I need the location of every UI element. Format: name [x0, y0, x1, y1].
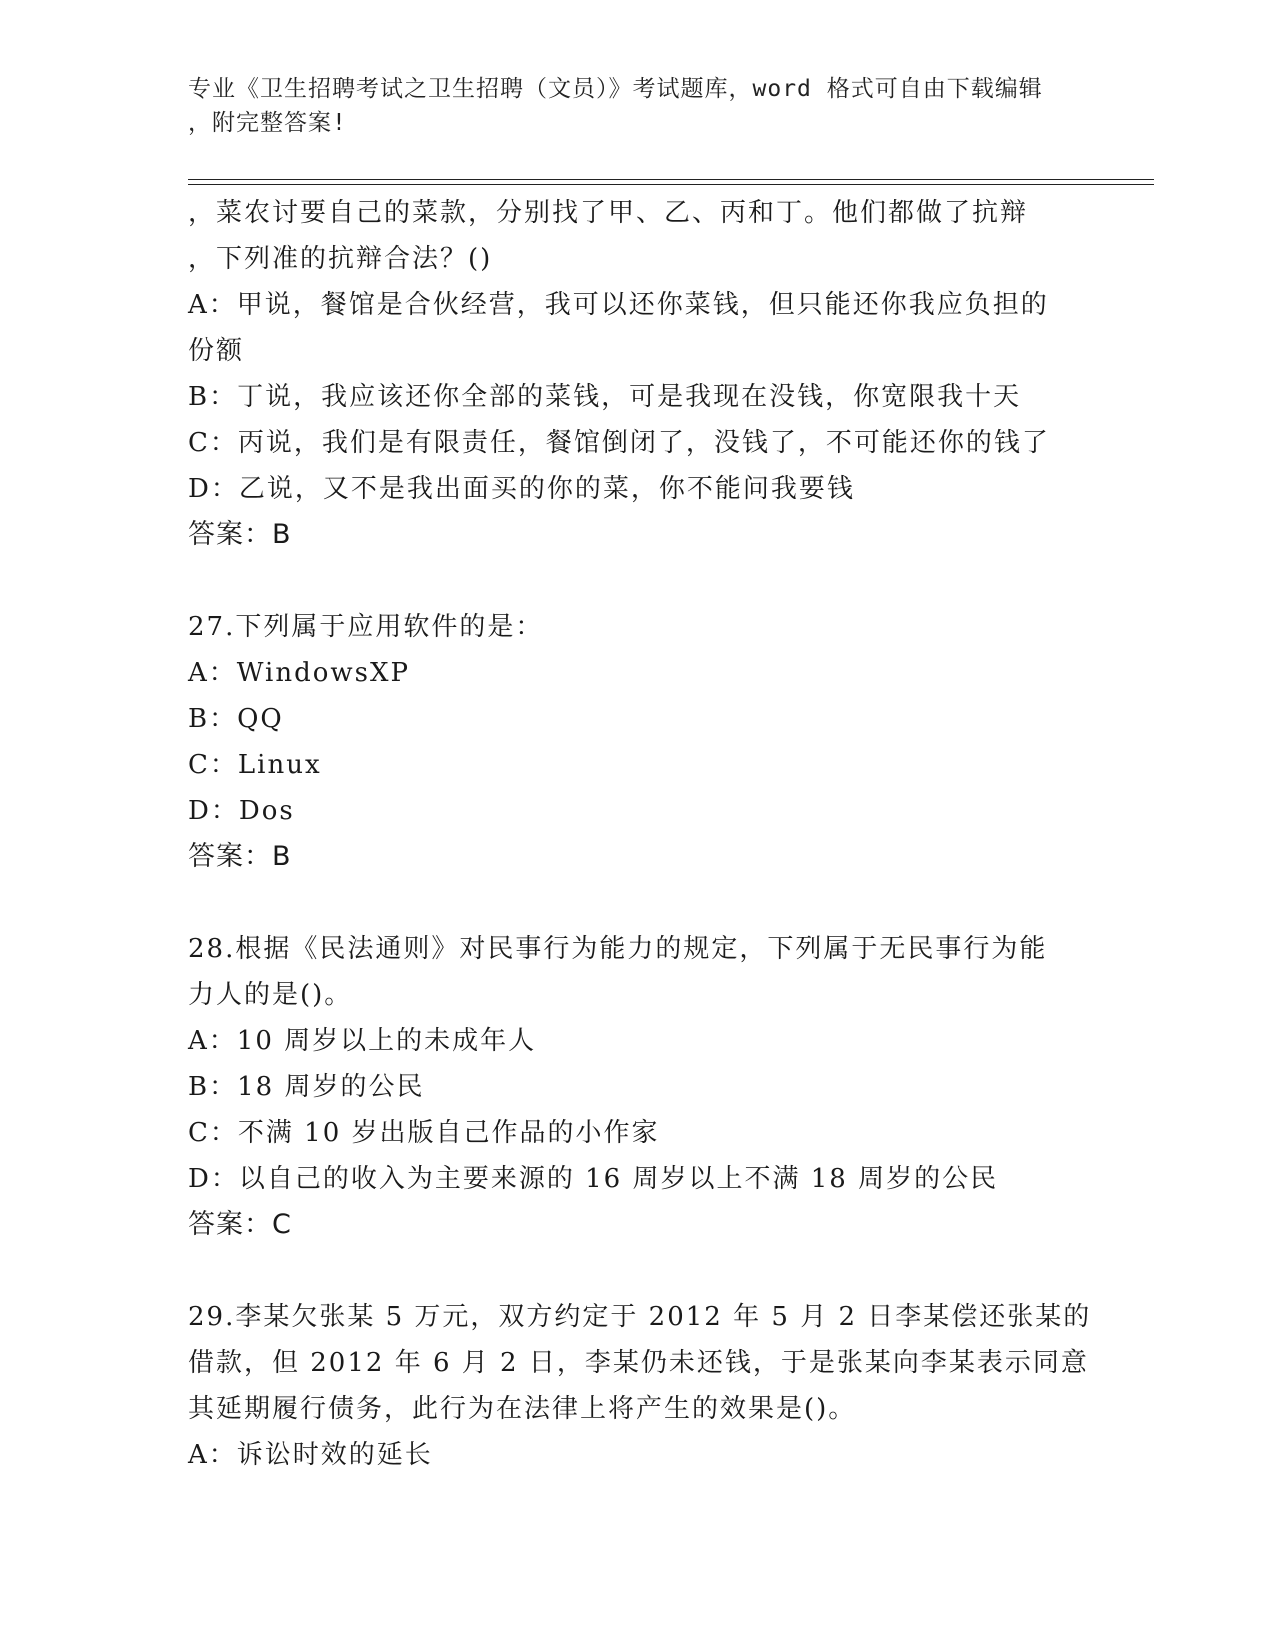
question-text: 其延期履行债务，此行为在法律上将产生的效果是()。	[188, 1394, 857, 1424]
question-text: 力人的是()。	[188, 980, 353, 1010]
spacer	[188, 1248, 1088, 1294]
answer-label: 答案：B	[188, 841, 292, 872]
option-a: A：10 周岁以上的未成年人	[188, 1026, 537, 1056]
question-28	[188, 926, 1088, 1248]
question-26	[188, 190, 1088, 558]
question-text: 28.根据《民法通则》对民事行为能力的规定，下列属于无民事行为能	[188, 934, 1048, 964]
header-line-1: 专业《卫生招聘考试之卫生招聘（文员）》考试题库，word 格式可自由下载编辑	[188, 76, 1043, 102]
document-header	[188, 72, 1068, 140]
option-c: C：不满 10 岁出版自己作品的小作家	[188, 1118, 660, 1148]
question-text: ，下列准的抗辩合法？()	[188, 244, 493, 274]
option-d: D：乙说，又不是我出面买的你的菜，你不能问我要钱	[188, 474, 855, 504]
option-d: D：以自己的收入为主要来源的 16 周岁以上不满 18 周岁的公民	[188, 1164, 999, 1194]
question-list	[188, 190, 1092, 1478]
option-a-continued: 份额	[188, 336, 245, 366]
answer-label: 答案：C	[188, 1209, 292, 1240]
answer-label: 答案：B	[188, 519, 292, 550]
header-divider-bottom	[188, 184, 1154, 185]
option-c: C：Linux	[188, 750, 322, 780]
question-29	[188, 1294, 1092, 1478]
question-text: 借款，但 2012 年 6 月 2 日，李某仍未还钱，于是张某向李某表示同意	[188, 1348, 1089, 1378]
option-a: A：甲说，餐馆是合伙经营，我可以还你菜钱，但只能还你我应负担的	[188, 290, 1049, 320]
question-text: 27.下列属于应用软件的是：	[188, 612, 544, 642]
header-divider-top	[188, 179, 1154, 180]
option-a: A：WindowsXP	[188, 658, 411, 688]
spacer	[188, 558, 1088, 604]
question-text: 29.李某欠张某 5 万元，双方约定于 2012 年 5 月 2 日李某偿还张某的	[188, 1302, 1092, 1332]
option-c: C：丙说，我们是有限责任，餐馆倒闭了，没钱了，不可能还你的钱了	[188, 428, 1050, 458]
spacer	[188, 880, 1088, 926]
question-text: ，菜农讨要自己的菜款，分别找了甲、乙、丙和丁。他们都做了抗辩	[188, 198, 1029, 228]
option-b: B：18 周岁的公民	[188, 1072, 425, 1102]
question-27	[188, 604, 1088, 880]
option-b: B：QQ	[188, 704, 284, 734]
option-b: B：丁说，我应该还你全部的菜钱，可是我现在没钱，你宽限我十天	[188, 382, 1022, 412]
option-a: A：诉讼时效的延长	[188, 1440, 433, 1470]
header-line-2: ，附完整答案!	[188, 110, 347, 136]
option-d: D：Dos	[188, 796, 295, 826]
